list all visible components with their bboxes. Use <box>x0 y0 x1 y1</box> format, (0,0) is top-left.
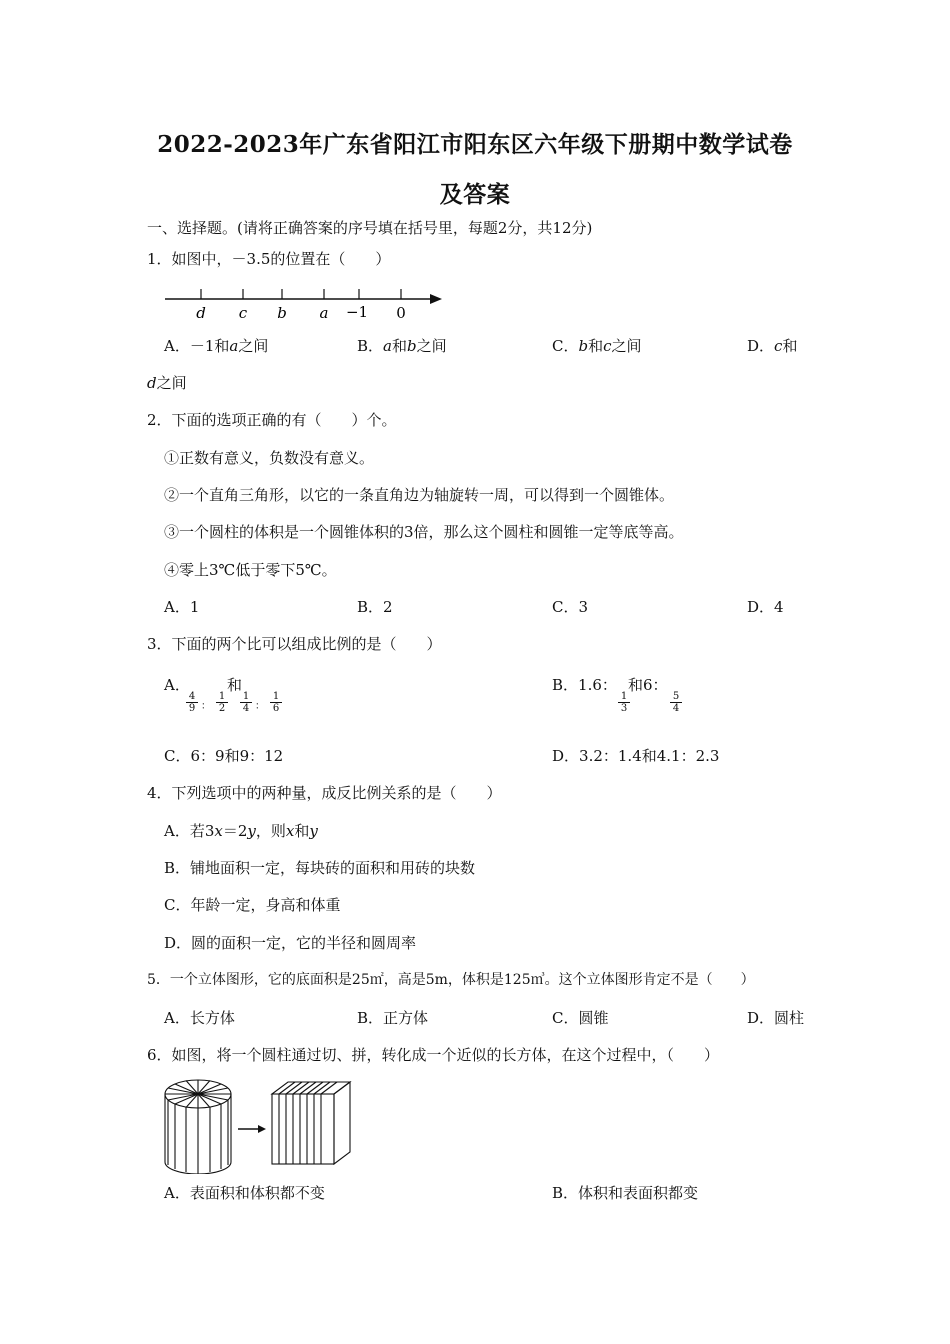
q4-option-d: D．圆的面积一定，它的半径和圆周率 <box>164 934 417 952</box>
question-2-stem: 2．下面的选项正确的有（ ）个。 <box>147 411 397 429</box>
q6-option-b: B．体积和表面积都变 <box>552 1184 699 1202</box>
cylinder-shape <box>165 1080 231 1174</box>
q3-option-b-text: B．1.6： <box>552 676 617 694</box>
question-5-stem: 5．一个立体图形，它的底面积是25㎡，高是5m，体积是125㎥。这个立体图形肯定不是（ ） <box>147 972 755 988</box>
q3-a-sep-2: ： <box>255 701 265 712</box>
question-6-stem: 6．如图，将一个圆柱通过切、拼，转化成一个近似的长方体，在这个过程中，（ ） <box>147 1046 720 1064</box>
q5-option-a: A．长方体 <box>164 1009 235 1027</box>
q5-option-c: C．圆锥 <box>552 1009 609 1027</box>
q3-b-fraction-2: $\frac{5}{4}$ <box>670 691 682 714</box>
q2-option-c: C．3 <box>552 598 589 616</box>
label-d: d <box>196 304 206 322</box>
q1-option-c: C．b和c之间 <box>552 337 642 355</box>
cuboid-shape <box>272 1082 350 1164</box>
q3-a-fraction-4: $\frac{1}{6}$ <box>270 691 282 714</box>
q3-option-b-and: 和6： <box>628 676 668 694</box>
question-4-stem: 4．下列选项中的两种量，成反比例关系的是（ ） <box>147 784 502 802</box>
q3-a-fraction-2: $\frac{1}{2}$ <box>216 691 228 714</box>
transform-arrow-icon <box>238 1125 266 1133</box>
q4-option-b: B．铺地面积一定，每块砖的面积和用砖的块数 <box>164 859 476 877</box>
q2-option-b: B．2 <box>357 598 393 616</box>
q2-statement-4: ④零上3℃低于零下5℃。 <box>164 561 337 579</box>
label-b: b <box>277 304 287 322</box>
q1-option-b: B．a和b之间 <box>357 337 447 355</box>
q6-option-a: A．表面积和体积都不变 <box>164 1184 325 1202</box>
section-heading: 一、选择题。(请将正确答案的序号填在括号里，每题2分，共12分) <box>147 219 593 237</box>
q5-option-d: D．圆柱 <box>747 1009 805 1027</box>
q2-option-a: A．1 <box>164 598 200 616</box>
q3-option-c: C．6：9和9：12 <box>164 747 284 765</box>
q3-option-a-and: 和 <box>227 676 243 694</box>
number-line-arrow-icon <box>430 294 442 304</box>
exam-title-line1: 2022-2023年广东省阳江市阳东区六年级下册期中数学试卷 <box>157 131 793 158</box>
exam-title-line2: 及答案 <box>439 181 511 208</box>
q5-option-b: B．正方体 <box>357 1009 429 1027</box>
q3-a-fraction-1: $\frac{4}{9}$ <box>186 691 198 714</box>
q2-option-d: D．4 <box>747 598 784 616</box>
q4-option-c: C．年龄一定，身高和体重 <box>164 896 341 914</box>
q1-option-d-part1: D．c和 <box>747 337 798 355</box>
label-a: a <box>319 304 329 322</box>
cylinder-to-cuboid-figure <box>160 1074 360 1174</box>
number-line-figure <box>160 282 450 324</box>
q1-option-d-part2: d之间 <box>147 374 187 392</box>
question-1-stem: 1．如图中，－3.5的位置在（ ） <box>147 250 391 268</box>
label-0: 0 <box>396 304 406 322</box>
q3-a-fraction-3: $\frac{1}{4}$ <box>240 691 252 714</box>
q3-a-sep-1: ： <box>201 701 211 712</box>
label-neg1: −1 <box>345 303 369 321</box>
q3-option-a-label: A． <box>164 676 190 694</box>
q4-option-a: A．若3x＝2y，则x和y <box>164 822 318 840</box>
q2-statement-1: ①正数有意义，负数没有意义。 <box>164 449 375 467</box>
q3-b-fraction-1: $\frac{1}{3}$ <box>618 691 630 714</box>
q1-option-a: A．－1和a之间 <box>164 337 269 355</box>
q2-statement-2: ②一个直角三角形，以它的一条直角边为轴旋转一周，可以得到一个圆锥体。 <box>164 486 675 504</box>
label-c: c <box>238 304 248 322</box>
q2-statement-3: ③一个圆柱的体积是一个圆锥体积的3倍，那么这个圆柱和圆锥一定等底等高。 <box>164 523 684 541</box>
question-3-stem: 3．下面的两个比可以组成比例的是（ ） <box>147 635 442 653</box>
q3-option-d: D．3.2：1.4和4.1：2.3 <box>552 747 720 765</box>
